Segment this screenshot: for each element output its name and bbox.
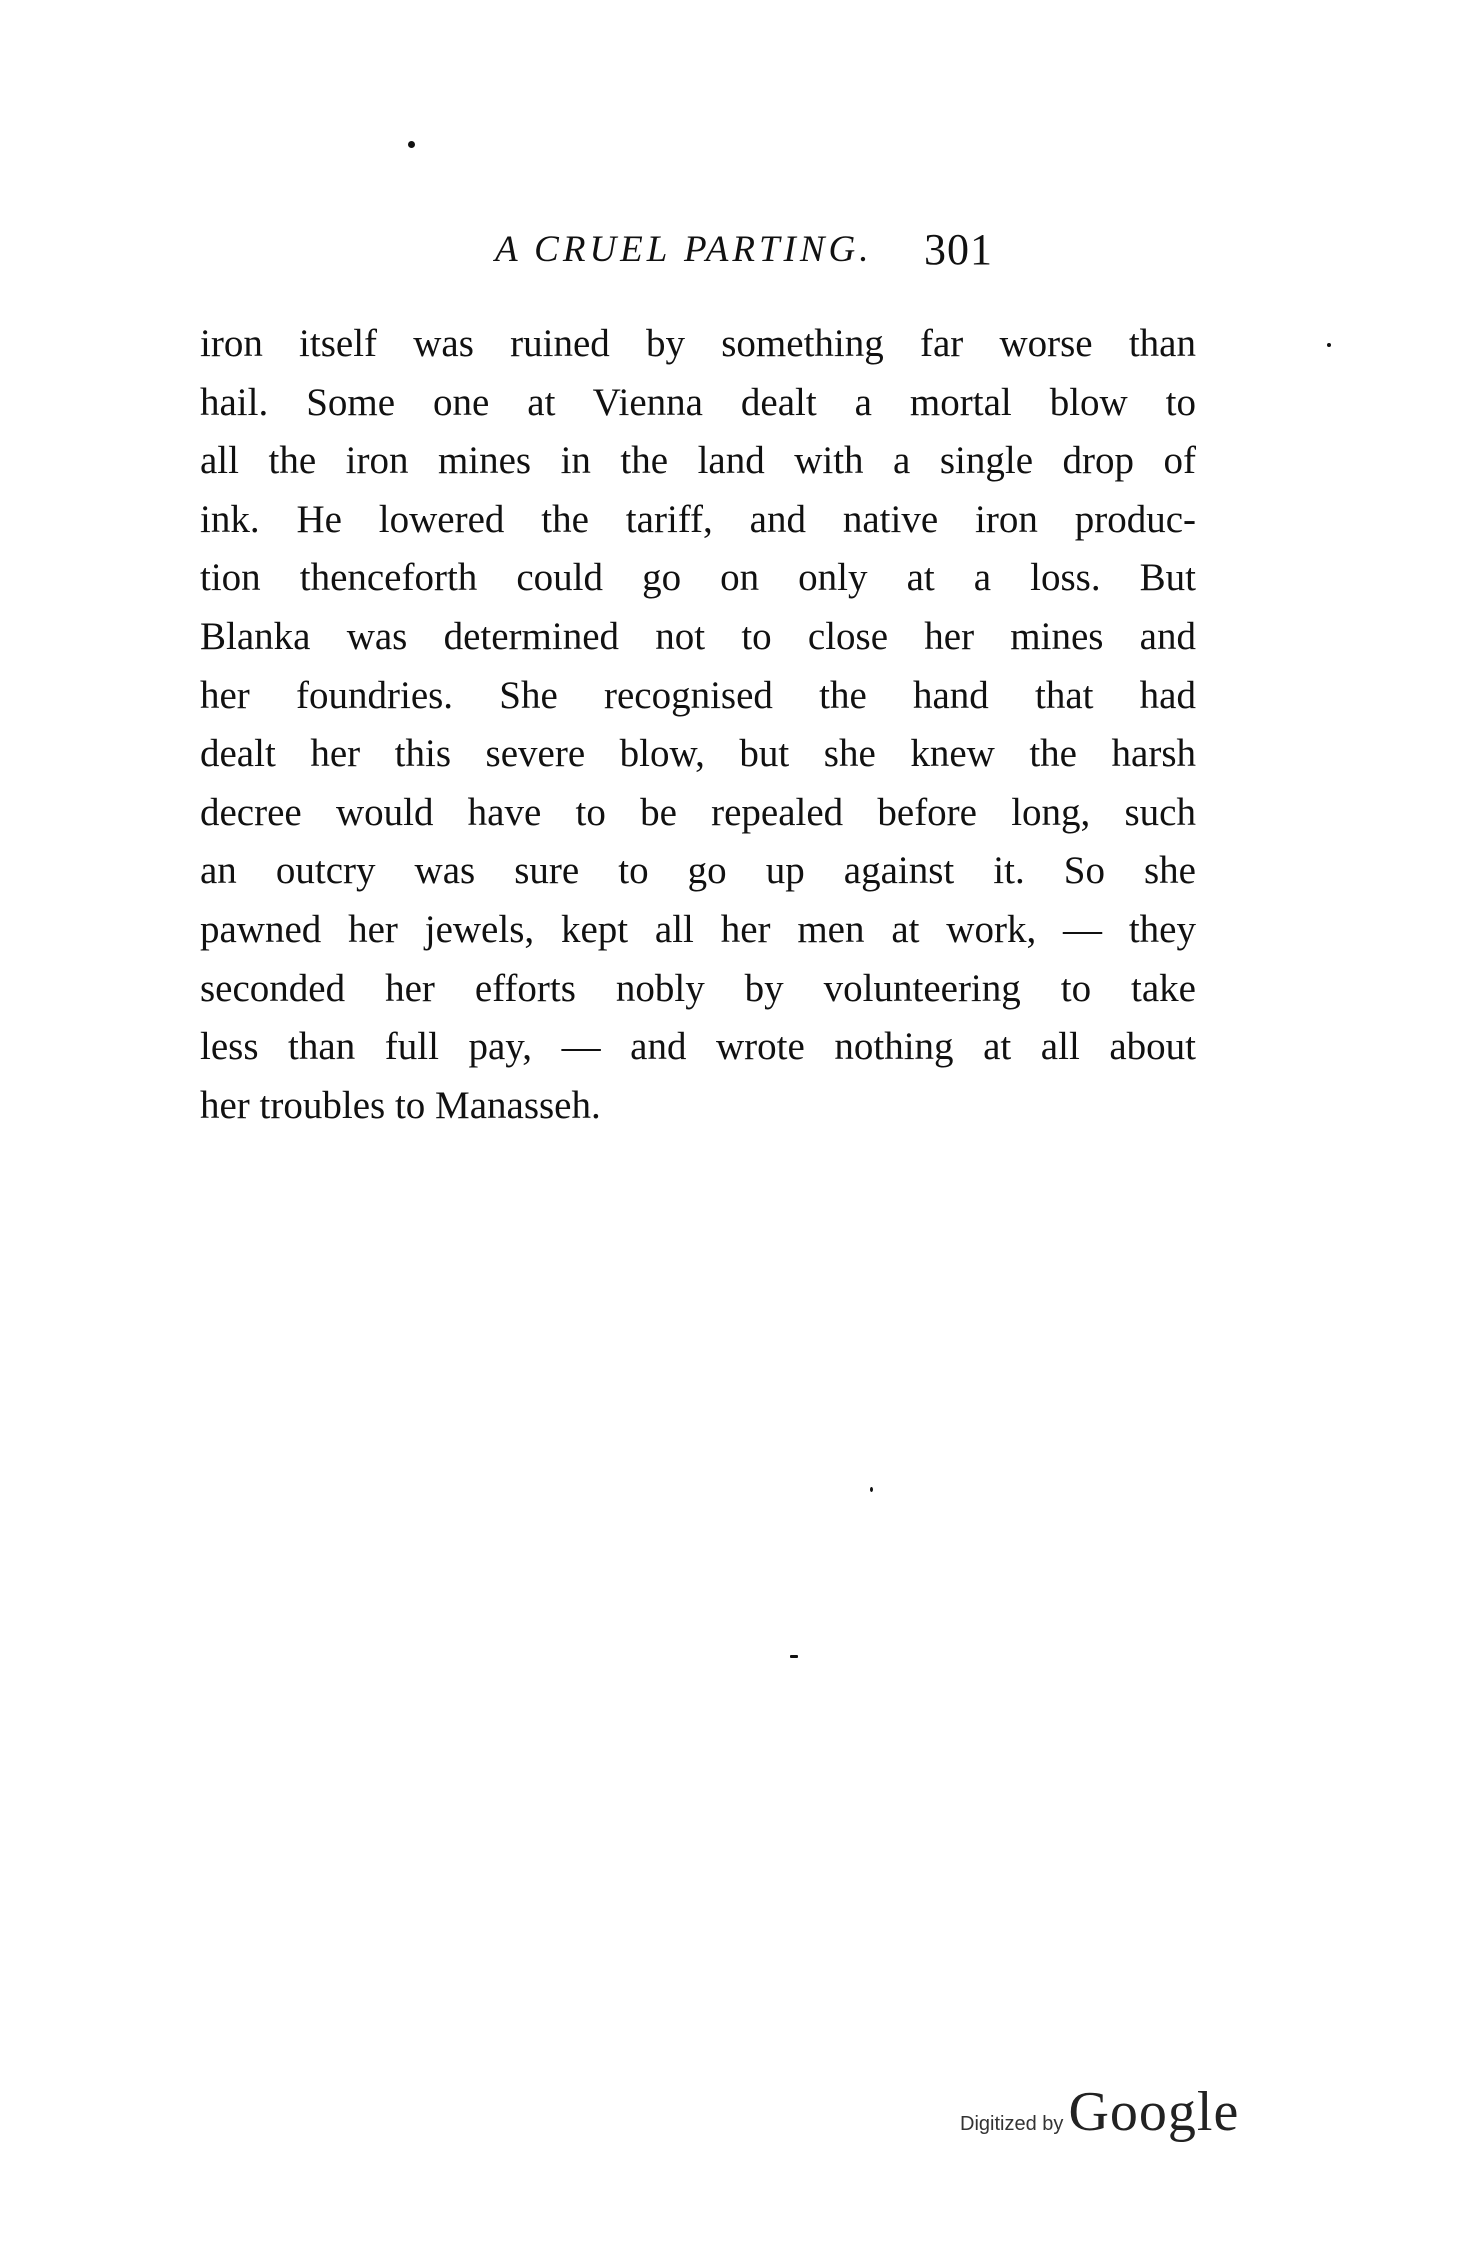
- text-line: seconded her efforts nobly by volunteering to take: [200, 966, 1196, 1010]
- body-paragraph: [200, 315, 1196, 1135]
- scan-speck: [870, 1487, 873, 1492]
- text-line: less than full pay, — and wrote nothing at all about: [200, 1025, 1196, 1069]
- text-line: hail. Some one at Vienna dealt a mortal blow to: [200, 380, 1196, 424]
- text-line: her troubles to Manasseh.: [200, 1083, 601, 1127]
- text-line: an outcry was sure to go up against it. So she: [200, 849, 1196, 893]
- scan-speck: [408, 141, 415, 148]
- digitization-watermark: [960, 2080, 1260, 2150]
- text-line: dealt her this severe blow, but she knew the harsh: [200, 732, 1196, 776]
- page-number: 301: [924, 225, 993, 274]
- scan-speck: [1327, 343, 1331, 347]
- page-header: [200, 225, 1200, 288]
- scan-speck: [790, 1655, 798, 1658]
- text-line: iron itself was ruined by something far worse than: [200, 322, 1196, 365]
- digitized-by-label: Digitized by: [960, 2113, 1064, 2135]
- text-line: her foundries. She recognised the hand that had: [200, 673, 1196, 717]
- running-title: A CRUEL PARTING.: [495, 229, 873, 270]
- text-line: ink. He lowered the tariff, and native iron produc-: [200, 497, 1196, 541]
- text-line: all the iron mines in the land with a single drop of: [200, 439, 1196, 483]
- text-line: pawned her jewels, kept all her men at work, — they: [200, 907, 1196, 951]
- text-line: Blanka was determined not to close her mines and: [200, 614, 1196, 658]
- text-line: tion thenceforth could go on only at a loss. But: [200, 556, 1196, 600]
- text-line: decree would have to be repealed before long, such: [200, 790, 1196, 834]
- google-logo: Google: [1068, 2081, 1240, 2143]
